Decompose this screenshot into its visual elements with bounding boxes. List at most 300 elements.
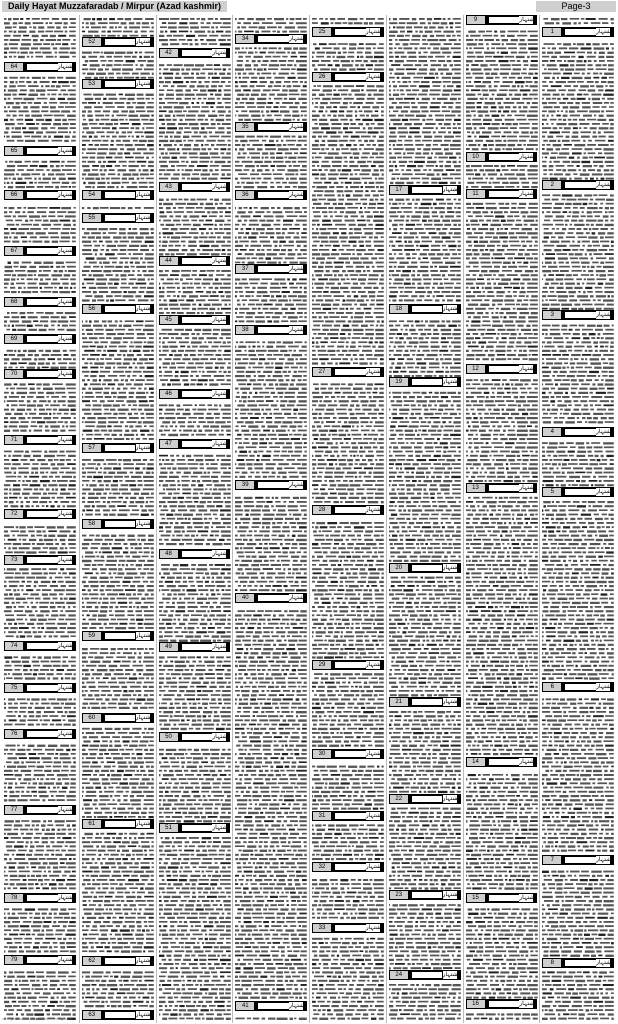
classified-ad-header (235, 1001, 307, 1011)
ad-number: 49 (160, 643, 178, 651)
ad-label: اشتہار (596, 28, 613, 35)
footer-ornament (2, 1016, 72, 1022)
classified-ad-header (542, 958, 614, 968)
ad-number: 12 (467, 365, 485, 373)
ad-blank-box (182, 551, 213, 557)
classified-ad-header (159, 732, 231, 742)
ad-blank-box (489, 759, 520, 765)
ad-blank-box (565, 429, 596, 435)
classified-ad-header (82, 213, 154, 223)
ad-blank-box (182, 734, 213, 740)
ad-number: 47 (160, 440, 178, 448)
ad-number: 40 (236, 594, 254, 602)
classified-ad-header (4, 893, 76, 903)
classified-ad-header (159, 549, 231, 559)
classified-columns (2, 15, 616, 1023)
ad-blank-box (105, 445, 136, 451)
ad-blank-box (27, 511, 58, 517)
ad-number: 44 (160, 257, 178, 265)
classified-ad-header (82, 304, 154, 314)
classified-ad-header (235, 34, 307, 44)
ad-number: 79 (5, 956, 23, 964)
ad-blank-box (105, 81, 136, 87)
classified-ad-header (389, 563, 461, 573)
ad-blank-box (489, 485, 520, 491)
classified-ad-header (312, 923, 384, 933)
ad-number: 64 (5, 63, 23, 71)
classified-ad-header (542, 310, 614, 320)
ad-number: 60 (83, 714, 101, 722)
ad-label: اشتہار (135, 820, 153, 827)
classified-ad-header (235, 480, 307, 490)
ad-number: 52 (83, 38, 101, 46)
classified-ad-header (312, 660, 384, 670)
classified-ad-header (4, 509, 76, 519)
ad-blank-box (565, 182, 596, 188)
ad-blank-box (27, 371, 58, 377)
ad-label: اشتہار (135, 214, 153, 221)
ad-number: 76 (5, 730, 23, 738)
ad-blank-box (335, 662, 366, 668)
ad-label: اشتہار (212, 733, 229, 740)
column-text-lines (2, 15, 78, 1023)
ad-blank-box (565, 684, 596, 690)
ad-blank-box (335, 29, 366, 35)
ad-label: اشتہار (365, 750, 383, 757)
ad-label: اشتہار (57, 370, 75, 377)
ad-number: 66 (5, 191, 23, 199)
ad-number: 39 (236, 481, 254, 489)
ad-label: اشتہار (212, 440, 229, 447)
ad-label: اشتہار (442, 795, 460, 802)
classified-ad-header (235, 264, 307, 274)
classified-ad-header (82, 956, 154, 966)
ad-number: 48 (160, 550, 178, 558)
classified-ad-header (542, 180, 614, 190)
ad-blank-box (565, 29, 596, 35)
ad-number: 3 (543, 311, 561, 319)
ad-number: 46 (160, 390, 178, 398)
ad-label: اشتہار (442, 971, 460, 978)
ad-blank-box (27, 731, 58, 737)
ad-number: 11 (467, 190, 485, 198)
ad-label: اشتہار (57, 510, 75, 517)
ad-blank-box (412, 699, 443, 705)
ad-label: اشتہار (289, 265, 306, 272)
ad-blank-box (258, 266, 289, 272)
classified-ad-header (82, 190, 154, 200)
ad-number: 56 (83, 305, 101, 313)
ad-number: 75 (5, 684, 23, 692)
ad-blank-box (412, 565, 443, 571)
ad-blank-box (27, 192, 58, 198)
ad-number: 51 (160, 824, 178, 832)
ad-number: 62 (83, 957, 101, 965)
ad-blank-box (105, 715, 136, 721)
ad-label: اشتہار (365, 506, 383, 513)
page-number-label: Page-3 (536, 1, 616, 12)
ad-label: اشتہار (519, 365, 536, 372)
ad-label: اشتہار (57, 191, 75, 198)
classified-ad-header (82, 713, 154, 723)
ad-blank-box (489, 366, 520, 372)
ad-number: 67 (5, 247, 23, 255)
ad-blank-box (565, 312, 596, 318)
ad-number: 17 (390, 186, 408, 194)
ad-number: 70 (5, 370, 23, 378)
ad-number: 14 (467, 758, 485, 766)
ad-label: اشتہار (442, 698, 460, 705)
column-text-lines (387, 15, 463, 1023)
newspaper-title: Daily Hayat Muzzafaradab / Mirpur (Azad kashmir) (2, 1, 227, 12)
ad-number: 77 (5, 806, 23, 814)
classified-ad-header (542, 427, 614, 437)
classified-ad-header (159, 315, 231, 325)
ad-blank-box (27, 685, 58, 691)
classified-ad-header (82, 443, 154, 453)
ad-label: اشتہار (519, 894, 536, 901)
ad-number: 69 (5, 335, 23, 343)
column-4 (232, 15, 309, 1023)
classified-ad-header (466, 189, 538, 199)
ad-number: 65 (5, 147, 23, 155)
ad-label: اشتہار (135, 632, 153, 639)
ad-number: 8 (543, 959, 561, 967)
ad-label: اشتہار (289, 35, 306, 42)
classified-ad-header (389, 697, 461, 707)
classified-ad-header (466, 757, 538, 767)
ad-blank-box (412, 379, 443, 385)
ad-blank-box (182, 317, 213, 323)
ad-label: اشتہار (212, 824, 229, 831)
ad-label: اشتہار (365, 812, 383, 819)
classified-ad-header (4, 641, 76, 651)
ad-number: 57 (83, 444, 101, 452)
ad-blank-box (412, 796, 443, 802)
ad-blank-box (412, 187, 443, 193)
ad-label: اشتہار (57, 956, 75, 963)
classified-ad-header (466, 893, 538, 903)
ad-label: اشتہار (135, 191, 153, 198)
classified-ad-header (466, 15, 538, 25)
ad-blank-box (27, 336, 58, 342)
classified-ad-header (466, 483, 538, 493)
classified-ad-header (235, 325, 307, 335)
classified-ad-header (82, 631, 154, 641)
ad-blank-box (182, 825, 213, 831)
ad-number: 71 (5, 436, 23, 444)
ad-blank-box (335, 369, 366, 375)
classified-ad-header (159, 389, 231, 399)
ad-blank-box (27, 437, 58, 443)
classified-ad-header (82, 819, 154, 829)
ad-blank-box (105, 958, 136, 964)
classified-ad-header (4, 369, 76, 379)
masthead (0, 0, 618, 14)
ad-blank-box (412, 972, 443, 978)
ad-label: اشتہار (135, 305, 153, 312)
ad-number: 2 (543, 181, 561, 189)
ad-number: 59 (83, 632, 101, 640)
classified-ad-header (4, 955, 76, 965)
column-1 (2, 15, 78, 1023)
classified-ad-header (312, 811, 384, 821)
ad-label: اشتہار (365, 368, 383, 375)
ad-blank-box (258, 595, 289, 601)
ad-blank-box (182, 391, 213, 397)
ad-label: اشتہار (135, 714, 153, 721)
ad-label: اشتہار (57, 684, 75, 691)
ad-blank-box (182, 258, 213, 264)
classified-ad-header (312, 72, 384, 82)
classified-ad-header (82, 1010, 154, 1020)
classified-ad-header (389, 304, 461, 314)
classified-ad-header (235, 122, 307, 132)
ad-label: اشتہار (596, 683, 613, 690)
column-text-lines (464, 15, 540, 1023)
ad-blank-box (489, 895, 520, 901)
ad-number: 73 (5, 556, 23, 564)
ad-label: اشتہار (442, 564, 460, 571)
ad-label: اشتہار (212, 550, 229, 557)
ad-blank-box (105, 39, 136, 45)
ad-label: اشتہار (212, 49, 229, 56)
column-7 (463, 15, 540, 1023)
ad-blank-box (565, 489, 596, 495)
classified-ad-header (159, 642, 231, 652)
ad-blank-box (565, 960, 596, 966)
ad-number: 58 (83, 520, 101, 528)
ad-label: اشتہار (289, 1002, 306, 1009)
ad-number: 5 (543, 488, 561, 496)
column-6 (386, 15, 463, 1023)
ad-blank-box (258, 124, 289, 130)
ad-label: اشتہار (212, 643, 229, 650)
ad-label: اشتہار (57, 247, 75, 254)
ad-number: 28 (313, 506, 331, 514)
ad-number: 31 (313, 812, 331, 820)
classified-ad-header (542, 487, 614, 497)
ad-label: اشتہار (57, 436, 75, 443)
ad-number: 18 (390, 305, 408, 313)
ad-blank-box (27, 807, 58, 813)
ad-label: اشتہار (212, 183, 229, 190)
classified-ad-header (4, 334, 76, 344)
ad-blank-box (489, 154, 520, 160)
ad-number: 6 (543, 683, 561, 691)
ad-blank-box (182, 184, 213, 190)
classified-ad-header (235, 190, 307, 200)
classified-ad-header (4, 246, 76, 256)
ad-blank-box (335, 507, 366, 513)
ad-number: 25 (313, 28, 331, 36)
classified-ad-header (159, 48, 231, 58)
ad-number: 26 (313, 73, 331, 81)
ad-number: 41 (236, 1002, 254, 1010)
classified-ad-header (82, 37, 154, 47)
ad-blank-box (489, 191, 520, 197)
classified-ad-header (312, 862, 384, 872)
ad-label: اشتہار (135, 444, 153, 451)
ad-blank-box (27, 248, 58, 254)
ad-label: اشتہار (519, 758, 536, 765)
ad-label: اشتہار (57, 730, 75, 737)
ad-number: 63 (83, 1011, 101, 1019)
ad-blank-box (182, 441, 213, 447)
classified-ad-header (159, 439, 231, 449)
ad-label: اشتہار (57, 298, 75, 305)
ad-label: اشتہار (57, 335, 75, 342)
ad-blank-box (258, 36, 289, 42)
ad-number: 9 (467, 16, 485, 24)
ad-number: 24 (390, 971, 408, 979)
ad-number: 34 (236, 35, 254, 43)
classified-ad-header (82, 79, 154, 89)
ad-blank-box (27, 64, 58, 70)
ad-blank-box (27, 895, 58, 901)
classified-ad-header (4, 805, 76, 815)
ad-blank-box (27, 557, 58, 563)
ad-number: 45 (160, 316, 178, 324)
ad-number: 50 (160, 733, 178, 741)
ad-number: 4 (543, 428, 561, 436)
column-3 (156, 15, 233, 1023)
classified-ad-header (542, 682, 614, 692)
ad-label: اشتہار (135, 957, 153, 964)
ad-label: اشتہار (135, 1011, 153, 1018)
ad-number: 19 (390, 378, 408, 386)
ad-label: اشتہار (365, 28, 383, 35)
ad-blank-box (335, 74, 366, 80)
ad-blank-box (105, 306, 136, 312)
ad-label: اشتہار (596, 856, 613, 863)
ad-label: اشتہار (135, 520, 153, 527)
column-text-lines (233, 15, 309, 1023)
ad-blank-box (258, 1003, 289, 1009)
ad-label: اشتہار (596, 428, 613, 435)
column-text-lines (540, 15, 616, 1023)
classified-ad-header (4, 62, 76, 72)
ad-label: اشتہار (596, 959, 613, 966)
ad-blank-box (27, 299, 58, 305)
ad-label: اشتہار (596, 311, 613, 318)
ad-blank-box (105, 1012, 136, 1018)
classified-ad-header (466, 999, 538, 1009)
ad-label: اشتہار (365, 73, 383, 80)
ad-number: 7 (543, 856, 561, 864)
ad-number: 36 (236, 191, 254, 199)
ad-blank-box (27, 957, 58, 963)
ad-blank-box (335, 751, 366, 757)
ad-blank-box (105, 521, 136, 527)
classified-ad-header (4, 146, 76, 156)
ad-label: اشتہار (57, 147, 75, 154)
ad-number: 27 (313, 368, 331, 376)
ad-blank-box (258, 482, 289, 488)
ad-number: 68 (5, 298, 23, 306)
ad-label: اشتہار (57, 894, 75, 901)
ad-label: اشتہار (365, 924, 383, 931)
ad-number: 1 (543, 28, 561, 36)
classified-ad-header (4, 190, 76, 200)
ad-label: اشتہار (442, 891, 460, 898)
ad-blank-box (335, 864, 366, 870)
ad-number: 38 (236, 326, 254, 334)
ad-label: اشتہار (289, 326, 306, 333)
ad-number: 78 (5, 894, 23, 902)
ad-number: 37 (236, 265, 254, 273)
ad-number: 74 (5, 642, 23, 650)
ad-blank-box (565, 857, 596, 863)
ad-label: اشتہار (365, 661, 383, 668)
classified-ad-header (542, 27, 614, 37)
ad-label: اشتہار (519, 1000, 536, 1007)
classified-ad-header (312, 27, 384, 37)
ad-label: اشتہار (212, 257, 229, 264)
ad-number: 33 (313, 924, 331, 932)
ad-label: اشتہار (365, 863, 383, 870)
ad-number: 32 (313, 863, 331, 871)
ad-blank-box (258, 327, 289, 333)
ad-label: اشتہار (135, 80, 153, 87)
ad-blank-box (105, 215, 136, 221)
classified-ad-header (466, 364, 538, 374)
ad-blank-box (489, 1001, 520, 1007)
ad-label: اشتہار (442, 186, 460, 193)
ad-number: 42 (160, 49, 178, 57)
ad-label: اشتہار (57, 63, 75, 70)
classified-ad-header (542, 855, 614, 865)
ad-number: 13 (467, 484, 485, 492)
ad-blank-box (335, 925, 366, 931)
classified-ad-header (312, 749, 384, 759)
ad-label: اشتہار (289, 191, 306, 198)
ad-blank-box (105, 821, 136, 827)
ad-number: 22 (390, 795, 408, 803)
ad-blank-box (182, 644, 213, 650)
classified-ad-header (389, 970, 461, 980)
ad-label: اشتہار (519, 190, 536, 197)
ad-number: 54 (83, 191, 101, 199)
ad-number: 15 (467, 894, 485, 902)
ad-label: اشتہار (442, 378, 460, 385)
ad-label: اشتہار (289, 123, 306, 130)
ad-number: 21 (390, 698, 408, 706)
classified-ad-header (4, 729, 76, 739)
ad-label: اشتہار (519, 16, 536, 23)
ad-label: اشتہار (212, 316, 229, 323)
ad-label: اشتہار (57, 806, 75, 813)
classified-ad-header (389, 185, 461, 195)
ad-blank-box (258, 192, 289, 198)
classified-ad-header (312, 367, 384, 377)
ad-blank-box (105, 192, 136, 198)
ad-number: 23 (390, 891, 408, 899)
classified-ad-header (4, 297, 76, 307)
ad-label: اشتہار (519, 153, 536, 160)
classified-ad-header (235, 593, 307, 603)
classified-ad-header (389, 794, 461, 804)
ad-number: 16 (467, 1000, 485, 1008)
ad-label: اشتہار (289, 481, 306, 488)
ad-label: اشتہار (57, 556, 75, 563)
ad-label: اشتہار (442, 305, 460, 312)
ad-blank-box (27, 643, 58, 649)
ad-blank-box (412, 892, 443, 898)
ad-blank-box (335, 813, 366, 819)
ad-blank-box (105, 633, 136, 639)
classified-ad-header (82, 519, 154, 529)
